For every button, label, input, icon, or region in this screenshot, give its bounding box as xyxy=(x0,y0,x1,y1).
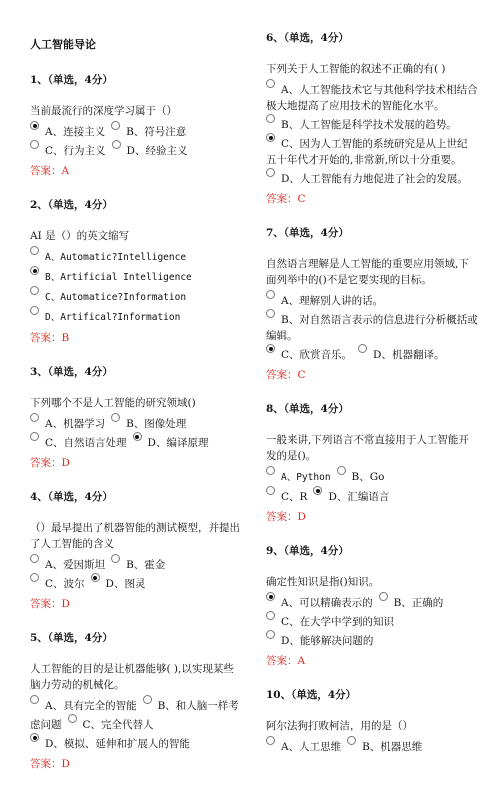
radio-unchecked-icon[interactable] xyxy=(30,432,39,441)
option-row xyxy=(30,413,240,432)
question-header: 9、（单选，4分） xyxy=(266,545,349,557)
option-row xyxy=(30,246,240,266)
option-label: B、符号注意 xyxy=(126,126,187,138)
option-row xyxy=(30,573,240,592)
option-label: B、和人脑一样考虑问题 xyxy=(30,700,239,731)
radio-checked-icon[interactable] xyxy=(91,573,100,582)
question-header: 4、（单选，4分） xyxy=(30,491,113,503)
option-label: A、理解别人讲的话。 xyxy=(281,295,384,307)
right-column xyxy=(266,30,478,773)
option-row xyxy=(266,486,478,505)
option-label: C、欣赏音乐。 xyxy=(281,349,353,361)
radio-unchecked-icon[interactable] xyxy=(266,168,275,177)
option-row xyxy=(30,286,240,306)
question-block xyxy=(30,72,240,179)
option-row xyxy=(30,554,240,573)
option-row xyxy=(30,306,240,326)
radio-unchecked-icon[interactable] xyxy=(30,695,39,704)
question-block xyxy=(30,364,240,471)
question-block xyxy=(30,197,240,346)
answer-text: 答案：A xyxy=(266,655,306,667)
option-label: C、因为人工智能的系统研究是从上世纪五十年代才开始的,非常新,所以十分重要。 xyxy=(266,138,468,166)
option-row xyxy=(266,133,478,168)
answer-text: 答案：D xyxy=(30,598,70,610)
radio-unchecked-icon[interactable] xyxy=(68,714,77,723)
radio-unchecked-icon[interactable] xyxy=(379,592,388,601)
option-label: A、Automatic?Intelligence xyxy=(45,252,187,263)
question-block xyxy=(266,30,478,207)
radio-unchecked-icon[interactable] xyxy=(266,290,275,299)
option-label: B、机器思维 xyxy=(362,741,423,753)
question-text: 一般来讲,下列语言不常直接用于人工智能开发的是()。 xyxy=(266,434,469,462)
question-header: 6、（单选，4分） xyxy=(266,32,349,44)
radio-unchecked-icon[interactable] xyxy=(266,114,275,123)
option-label: D、人工智能有力地促进了社会的发展。 xyxy=(281,173,468,185)
answer-text: 答案：B xyxy=(30,332,70,344)
right-question-list xyxy=(266,30,478,755)
radio-unchecked-icon[interactable] xyxy=(266,79,275,88)
option-label: D、图灵 xyxy=(105,578,146,590)
option-label: D、机器翻译。 xyxy=(373,349,445,361)
question-header: 5、（单选，4分） xyxy=(30,632,113,644)
radio-unchecked-icon[interactable] xyxy=(266,486,275,495)
question-block xyxy=(30,489,240,612)
option-label: C、R xyxy=(281,491,308,503)
question-text: 自然语言理解是人工智能的重要应用领域,下面列举中的()不是它要实现的目标。 xyxy=(266,258,469,286)
radio-unchecked-icon[interactable] xyxy=(30,306,39,315)
radio-unchecked-icon[interactable] xyxy=(266,611,275,620)
option-label: B、对自然语言表示的信息进行分析概括或编辑。 xyxy=(266,314,478,342)
question-text: 下列关于人工智能的叙述不正确的有( ) xyxy=(266,63,446,75)
option-label: B、霍金 xyxy=(126,559,166,571)
radio-checked-icon[interactable] xyxy=(30,266,39,275)
option-label: A、连接主义 xyxy=(45,126,106,138)
question-text: 当前最流行的深度学习属于（） xyxy=(30,105,177,117)
option-label: A、机器学习 xyxy=(45,418,106,430)
option-label: D、经验主义 xyxy=(126,145,188,157)
option-label: C、自然语言处理 xyxy=(45,437,127,449)
question-text: （）最早提出了机器智能的测试模型，并提出了人工智能的含义 xyxy=(30,522,240,550)
question-header: 1、（单选，4分） xyxy=(30,74,113,86)
option-row xyxy=(266,592,478,611)
radio-unchecked-icon[interactable] xyxy=(30,140,39,149)
option-label: C、在大学中学到的知识 xyxy=(281,616,395,628)
radio-unchecked-icon[interactable] xyxy=(266,466,275,475)
radio-unchecked-icon[interactable] xyxy=(358,344,367,353)
option-row xyxy=(266,168,478,187)
question-text: AI 是（）的英文缩写 xyxy=(30,230,130,242)
radio-unchecked-icon[interactable] xyxy=(30,573,39,582)
left-question-list xyxy=(30,72,240,772)
radio-unchecked-icon[interactable] xyxy=(30,413,39,422)
option-label: D、Artifical?Information xyxy=(45,312,181,323)
radio-unchecked-icon[interactable] xyxy=(111,121,120,130)
question-header: 10、（单选，4分） xyxy=(266,689,357,701)
answer-text: 答案：D xyxy=(30,758,70,770)
document-title: 人工智能导论 xyxy=(30,38,96,51)
option-label: D、编译原理 xyxy=(147,437,209,449)
option-row xyxy=(30,121,240,140)
radio-checked-icon[interactable] xyxy=(313,486,322,495)
radio-checked-icon[interactable] xyxy=(266,592,275,601)
radio-unchecked-icon[interactable] xyxy=(111,554,120,563)
option-label: C、波尔 xyxy=(45,578,85,590)
option-label: B、人工智能是科学技术发展的趋势。 xyxy=(281,119,457,131)
option-row xyxy=(30,140,240,159)
option-row xyxy=(266,466,478,486)
option-label: C、Automatice?Information xyxy=(45,292,187,303)
question-text: 阿尔法狗打败柯洁，用的是（） xyxy=(266,720,413,732)
option-row xyxy=(266,736,478,755)
radio-unchecked-icon[interactable] xyxy=(337,466,346,475)
question-block xyxy=(266,401,478,525)
question-block xyxy=(266,543,478,669)
option-label: B、Go xyxy=(351,471,385,483)
option-label: B、正确的 xyxy=(393,597,444,609)
question-block xyxy=(30,630,240,772)
option-row xyxy=(266,630,478,649)
option-label: A、人工思维 xyxy=(281,741,342,753)
option-row xyxy=(266,611,478,630)
option-row xyxy=(266,79,478,114)
option-label: D、模拟、延伸和扩展人的智能 xyxy=(45,738,190,750)
option-row xyxy=(266,114,478,133)
option-label: C、行为主义 xyxy=(45,145,106,157)
radio-unchecked-icon[interactable] xyxy=(266,309,275,318)
radio-checked-icon[interactable] xyxy=(30,733,39,742)
question-header: 3、（单选，4分） xyxy=(30,366,113,378)
radio-checked-icon[interactable] xyxy=(266,344,275,353)
radio-unchecked-icon[interactable] xyxy=(112,140,121,149)
question-text: 人工智能的目的是让机器能够( ),以实现某些脑力劳动的机械化。 xyxy=(30,663,234,691)
option-row xyxy=(30,432,240,451)
option-label: A、Python xyxy=(281,472,331,483)
option-label: D、能够解决问题的 xyxy=(281,635,374,647)
radio-checked-icon[interactable] xyxy=(30,121,39,130)
radio-unchecked-icon[interactable] xyxy=(30,286,39,295)
question-text: 下列哪个不是人工智能的研究领域() xyxy=(30,397,196,409)
radio-unchecked-icon[interactable] xyxy=(30,246,39,255)
question-block xyxy=(266,225,478,383)
radio-unchecked-icon[interactable] xyxy=(111,413,120,422)
option-row xyxy=(30,695,240,733)
radio-unchecked-icon[interactable] xyxy=(266,630,275,639)
radio-unchecked-icon[interactable] xyxy=(143,695,152,704)
option-row xyxy=(266,309,478,344)
radio-unchecked-icon[interactable] xyxy=(347,736,356,745)
radio-checked-icon[interactable] xyxy=(133,432,142,441)
answer-text: 答案：D xyxy=(266,511,306,523)
question-header: 8、（单选，4分） xyxy=(266,403,349,415)
option-label: D、汇编语言 xyxy=(328,491,390,503)
option-label: B、图像处理 xyxy=(126,418,187,430)
answer-text: 答案：C xyxy=(266,193,306,205)
answer-text: 答案：C xyxy=(266,369,306,381)
option-label: A、人工智能技术它与其他科学技术相结合极大地提高了应用技术的智能化水平。 xyxy=(266,84,478,112)
question-text: 确定性知识是指()知识。 xyxy=(266,576,380,588)
option-label: A、爱因斯坦 xyxy=(45,559,106,571)
answer-text: 答案：A xyxy=(30,165,70,177)
option-label: C、完全代替人 xyxy=(82,719,154,731)
radio-checked-icon[interactable] xyxy=(266,133,275,142)
radio-unchecked-icon[interactable] xyxy=(266,736,275,745)
question-header: 2、（单选，4分） xyxy=(30,199,113,211)
option-row xyxy=(30,266,240,286)
question-block xyxy=(266,687,478,755)
option-label: A、可以精确表示的 xyxy=(281,597,373,609)
answer-text: 答案：D xyxy=(30,457,70,469)
question-header: 7、（单选，4分） xyxy=(266,227,349,239)
option-row xyxy=(30,733,240,752)
option-row xyxy=(266,344,478,363)
radio-unchecked-icon[interactable] xyxy=(30,554,39,563)
option-label: B、Artificial Intelligence xyxy=(45,272,192,283)
left-column xyxy=(30,30,240,790)
option-row xyxy=(266,290,478,309)
option-label: A、具有完全的智能 xyxy=(45,700,137,712)
